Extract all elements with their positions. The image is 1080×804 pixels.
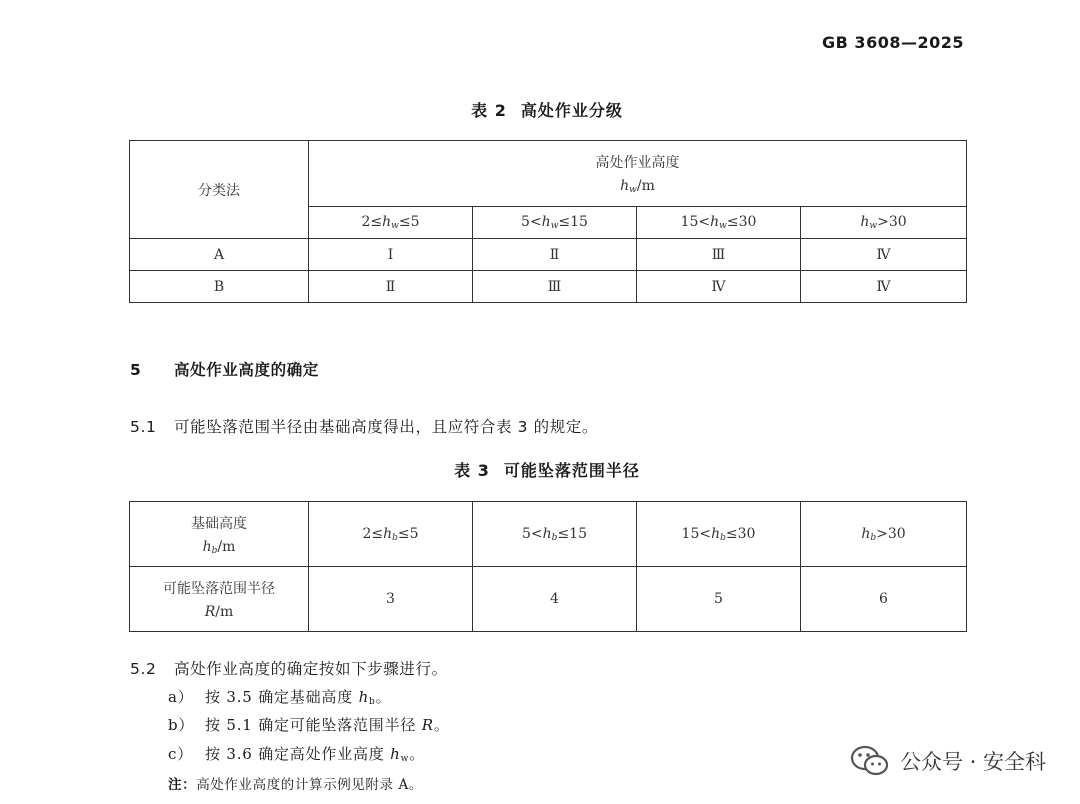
table2-grade-cell: Ⅲ	[473, 271, 637, 303]
table2-grade-cell: Ⅳ	[637, 271, 801, 303]
table2-group-title: 高处作业高度	[595, 155, 680, 171]
table2-grade-cell: Ⅱ	[473, 239, 637, 271]
table3-number: 表 3	[454, 461, 490, 480]
table2-column-header: $h_w>30$	[801, 207, 967, 239]
table3-value-cell: 3	[309, 567, 473, 632]
wechat-icon	[850, 744, 890, 778]
note-text: 高处作业高度的计算示例见附录 A。	[196, 777, 423, 793]
watermark	[850, 744, 1046, 778]
table3-value-cell: 4	[473, 567, 637, 632]
note	[168, 773, 423, 793]
table3-column-header: $2\le h_b\le 5$	[309, 502, 473, 567]
table2-grading	[129, 140, 967, 303]
table3-column-header: $5<h_b\le 15$	[473, 502, 637, 567]
clause-number: 5.2	[130, 660, 157, 678]
table2-group-unit: $h_w/m$	[620, 178, 655, 195]
section-title: 高处作业高度的确定	[174, 361, 319, 379]
table2-column-header: $15<h_w\le 30$	[637, 207, 801, 239]
table2-row-header: 分类法	[130, 141, 309, 239]
clause-5-2	[130, 657, 448, 679]
table2-column-header: $5<h_w\le 15$	[473, 207, 637, 239]
list-item: a） 按 3.5 确定基础高度 $h_b$。	[168, 688, 392, 707]
table3-caption	[0, 458, 1080, 481]
table3-value-cell: 6	[801, 567, 967, 632]
clause-text: 高处作业高度的确定按如下步骤进行。	[174, 660, 448, 678]
table2-grade-cell: Ⅳ	[801, 239, 967, 271]
section-heading	[130, 358, 319, 380]
table3-row-header: 可能坠落范围半径 R/m	[130, 567, 309, 632]
table3-title: 可能坠落范围半径	[503, 461, 640, 480]
table2-grade-cell: Ⅰ	[309, 239, 473, 271]
note-label: 注：	[168, 777, 197, 793]
section-number: 5	[130, 361, 142, 379]
table2-caption	[0, 98, 1080, 121]
table-row	[130, 239, 967, 271]
clause-number: 5.1	[130, 418, 157, 436]
watermark-text: 公众号 · 安全科	[899, 750, 1046, 774]
standard-code: GB 3608—2025	[822, 33, 964, 52]
table2-group-header	[309, 141, 967, 207]
table2-grade-cell: Ⅱ	[309, 271, 473, 303]
table2-column-header: $2\le h_w\le 5$	[309, 207, 473, 239]
list-item: c） 按 3.6 确定高处作业高度 $h_w$。	[168, 745, 425, 764]
table-row	[130, 271, 967, 303]
table2-grade-cell: Ⅲ	[637, 239, 801, 271]
table3-value-cell: 5	[637, 567, 801, 632]
table2-title: 高处作业分级	[520, 101, 623, 120]
table2-grade-cell: Ⅳ	[801, 271, 967, 303]
clause-text: 可能坠落范围半径由基础高度得出，且应符合表 3 的规定。	[174, 418, 599, 436]
list-item: b） 按 5.1 确定可能坠落范围半径 R。	[168, 716, 450, 734]
table2-method-cell: B	[130, 271, 309, 303]
table3-row-header: 基础高度 $h_b/m$	[130, 502, 309, 567]
table3-fall-radius	[129, 501, 967, 632]
table3-column-header: $h_b>30$	[801, 502, 967, 567]
table2-method-cell: A	[130, 239, 309, 271]
table2-number: 表 2	[471, 101, 507, 120]
table3-column-header: $15<h_b\le 30$	[637, 502, 801, 567]
clause-5-1	[130, 415, 598, 437]
table-row	[130, 567, 967, 632]
table-row	[130, 502, 967, 567]
